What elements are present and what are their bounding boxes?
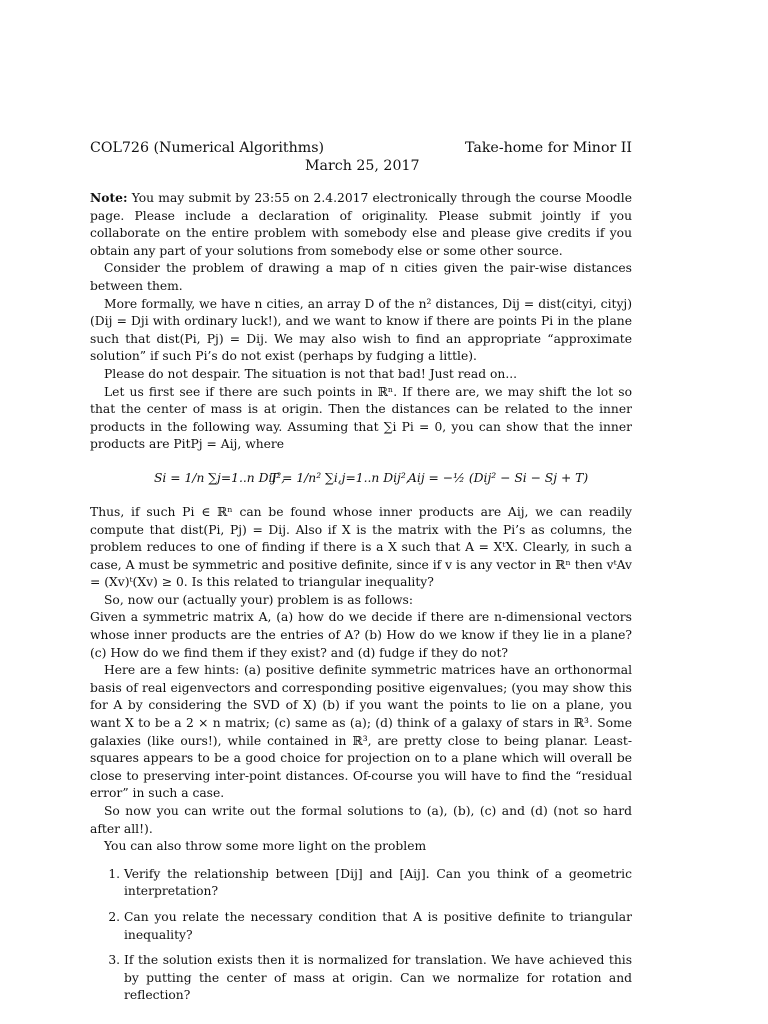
document-date: March 25, 2017: [305, 158, 420, 174]
paragraph-5: Thus, if such Pi ∈ ℝⁿ can be found whose inner products are Aij, we can readily compute that dist(Pi, Pj) = Dij. Also if X is the matrix with the Pi’s as columns, the problem reduces to one of finding if there is a X such that A = XᵗX. Clearly, in such a case, A must be symmetric and positive definite, since if v is any vector in ℝⁿ then vᵗAv = (Xv)ᵗ(Xv) ≥ 0. Is this related to triangular inequality?: [90, 504, 632, 590]
list-item: 1. Verify the relationship between [Dij] and [Aij]. Can you think of a geometric interpretation?: [124, 866, 632, 901]
equation-a: Aij = −½ (Dij² − Si − Sj + T): [408, 470, 589, 485]
paragraph-4: Let us first see if there are such points in ℝⁿ. If there are, we may shift the lot so that the center of mass is at origin. Then the distances can be related to the inner products in the following way. Assuming that ∑i Pi = 0, you can show that the inner products are PitPj = Aij, where: [90, 384, 632, 452]
equation-row: [90, 454, 632, 504]
paragraph-9: So now you can write out the formal solutions to (a), (b), (c) and (d) (not so hard after all!).: [90, 804, 632, 836]
note-text: You may submit by 23:55 on 2.4.2017 electronically through the course Moodle page. Please include a declaration of originality. Please submit jointly if you collaborate on the entire problem with somebody else and please give credits if you obtain any part of your solutions from somebody else or some other source.: [90, 191, 632, 258]
course-title: COL726 (Numerical Algorithms): [90, 140, 325, 156]
equation-t: T = 1/n² ∑i,j=1..n Dij²,: [270, 470, 410, 485]
paragraph-8: Here are a few hints: (a) positive definite symmetric matrices have an orthonormal basis of real eigenvectors and corresponding positive eigenvalues; (you may show this for A by considering the SVD of X) (b) if you want the points to lie on a plane, you want X to be a 2 × n matrix; (c) same as (a); (d) think of a galaxy of stars in ℝ³. Some galaxies (like ours!), while contained in ℝ³, are pretty close to being planar. Least-squares appears to be a good choice for projection on to a plane which will overall be close to preserving inter-point distances. Of-course you will have to find the “residual error” in such a case.: [90, 663, 632, 801]
note-label: Note:: [90, 190, 128, 205]
equation-s: Si = 1/n ∑j=1..n Dij²,: [154, 470, 286, 485]
paragraph-2: More formally, we have n cities, an array D of the n² distances, Dij = dist(cityi, cityj) (Dij = Dji with ordinary luck!), and we want to know if there are points Pi in the plane such that dist(Pi, Pj) = Dij. We may also wish to find an appropriate “approximate solution” if such Pi’s do not exist (perhaps by fudging a little).: [90, 296, 632, 364]
document-body: [90, 189, 632, 1013]
paragraph-10: You can also throw some more light on the problem: [104, 839, 427, 854]
paragraph-3: Please do not despair. The situation is not that bad! Just read on...: [104, 366, 518, 381]
paragraph-6: So, now our (actually your) problem is as follows:: [104, 592, 414, 607]
question-list: [90, 866, 632, 1005]
note-paragraph: [90, 189, 632, 260]
assignment-title: Take-home for Minor II: [465, 140, 632, 156]
list-item: 2. Can you relate the necessary condition that A is positive definite to triangular inequality?: [124, 909, 632, 944]
paragraph-7: Given a symmetric matrix A, (a) how do we decide if there are n-dimensional vectors whose inner products are the entries of A? (b) How do we know if they lie in a plane? (c) How do we find them if they exist? and (d) fudge if they do not?: [90, 610, 632, 660]
paragraph-1: Consider the problem of drawing a map of n cities given the pair-wise distances between them.: [90, 261, 632, 293]
list-item: 3. If the solution exists then it is normalized for translation. We have achieved this by putting the center of mass at origin. Can we normalize for rotation and reflection?: [124, 952, 632, 1005]
